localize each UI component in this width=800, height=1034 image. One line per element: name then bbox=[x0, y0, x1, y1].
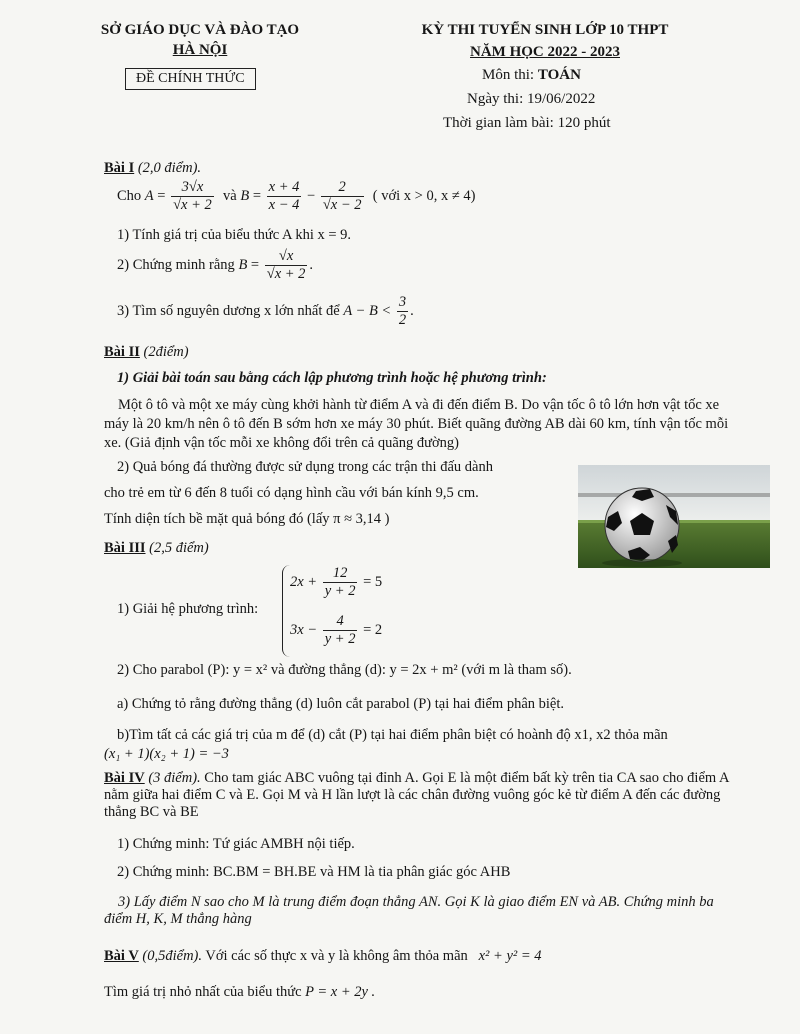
bai4-q2: 2) Chứng minh: BC.BM = BH.BE và HM là tia phân giác góc AHB bbox=[117, 864, 511, 880]
bai5-question: Tìm giá trị nhỏ nhất của biểu thức P = x + 2y . bbox=[104, 984, 376, 1000]
bai1-heading: Bài I (2,0 điểm). bbox=[104, 160, 202, 176]
bai4-q1: 1) Chứng minh: Tứ giác AMBH nội tiếp. bbox=[117, 836, 355, 852]
city-title: HÀ NỘI bbox=[172, 42, 228, 58]
bai2-heading: Bài II (2điểm) bbox=[104, 344, 189, 360]
department-title: SỞ GIÁO DỤC VÀ ĐÀO TẠO bbox=[100, 22, 300, 38]
bai3-q2: 2) Cho parabol (P): y = x² và đường thẳng (d): y = 2x + m² (với m là tham số). bbox=[117, 662, 572, 678]
exam-duration: Thời gian làm bài: 120 phút bbox=[443, 115, 611, 131]
bai3-q1: 1) Giải hệ phương trình: bbox=[117, 601, 259, 617]
bai2-subheading: 1) Giải bài toán sau bằng cách lập phương trình hoặc hệ phương trình: bbox=[117, 370, 547, 386]
soccer-ball-image bbox=[578, 465, 770, 568]
equation-1: 2x + $\frac{12}{y + 2}$ = 5 bbox=[290, 565, 383, 599]
bai3-qb-equation: (x₁ + 1)(x₂ + 1) = −3 bbox=[104, 746, 229, 762]
bai2-problem2-line3: Tính diện tích bề mặt quả bóng đó (lấy π ≈ 3,14 ) bbox=[104, 511, 390, 527]
subject-line: Môn thi: TOÁN bbox=[482, 67, 581, 83]
school-year: NĂM HỌC 2022 - 2023 bbox=[470, 44, 620, 60]
bai1-definition: Cho A = $\frac{3√x}{√x + 2}$ và B = $\frac{x + 4}{x - 4}$ − $\frac{2}{√x - 2}$ ( với x > 0, x ≠ 4) bbox=[117, 179, 476, 213]
bai3-heading: Bài III (2,5 điểm) bbox=[104, 540, 209, 556]
fraction-B2: $\frac{2}{√x - 2}$ bbox=[322, 179, 362, 213]
bai3-qb: b)Tìm tất cả các giá trị của m để (d) cắt (P) tại hai điểm phân biệt có hoành độ x1, x2 thỏa mãn bbox=[117, 727, 668, 743]
bai2-problem1: Một ô tô và một xe máy cùng khởi hành từ điểm A và đi đến điểm B. Do vận tốc ô tô lớn hơn vật tốc xe máy là 20 km/h nên ô tô đến B sớm hơn xe máy 30 phút. Biết quãng đường AB dài 60 km, tính vận tốc mỗi xe. (Giả định vận tốc mỗi xe không đổi trên cả quãng đường) bbox=[104, 397, 729, 451]
bai1-q2: 2) Chứng minh rằng B = $\frac{√x}{√x + 2}$ . bbox=[117, 248, 314, 282]
equation-2: 3x − $\frac{4}{y + 2}$ = 2 bbox=[290, 613, 383, 647]
bai4-intro: Bài IV (3 điểm). Cho tam giác ABC vuông tại đỉnh A. Gọi E là một điểm bất kỳ trên tia CA sao cho điểm A nằm giữa hai điểm C và E. Gọi M và H lần lượt là các chân đường vuông góc kẻ từ điểm A đến các đường thẳng BC và BE bbox=[104, 770, 729, 820]
bai1-q3: 3) Tìm số nguyên dương x lớn nhất để A − B < $\frac{3}{2}$ . bbox=[117, 294, 414, 328]
bai4-q3: 3) Lấy điểm N sao cho M là trung điểm đoạn thẳng AN. Gọi K là giao điểm EN và AB. Chứng minh ba điểm H, K, M thẳng hàng bbox=[104, 894, 714, 927]
exam-date: Ngày thi: 19/06/2022 bbox=[467, 91, 596, 107]
bai3-qa: a) Chứng tỏ rằng đường thẳng (d) luôn cắt parabol (P) tại hai điểm phân biệt. bbox=[117, 696, 564, 712]
fraction-A: $\frac{3√x}{√x + 2}$ bbox=[173, 179, 212, 213]
official-exam-badge: ĐỀ CHÍNH THỨC bbox=[125, 68, 256, 90]
bai1-q1: 1) Tính giá trị của biểu thức A khi x = 9. bbox=[117, 227, 352, 243]
bai2-problem2-line1: 2) Quả bóng đá thường được sử dụng trong các trận thi đấu dành bbox=[117, 459, 493, 475]
bai2-problem2-line2: cho trẻ em từ 6 đến 8 tuổi có dạng hình cầu với bán kính 9,5 cm. bbox=[104, 485, 479, 501]
exam-title: KỲ THI TUYỂN SINH LỚP 10 THPT bbox=[421, 22, 669, 38]
bai5-heading: Bài V (0,5điểm). Với các số thực x và y là không âm thỏa mãn x² + y² = 4 bbox=[104, 948, 542, 964]
fraction-B1: $\frac{x + 4}{x - 4}$ bbox=[268, 179, 300, 213]
